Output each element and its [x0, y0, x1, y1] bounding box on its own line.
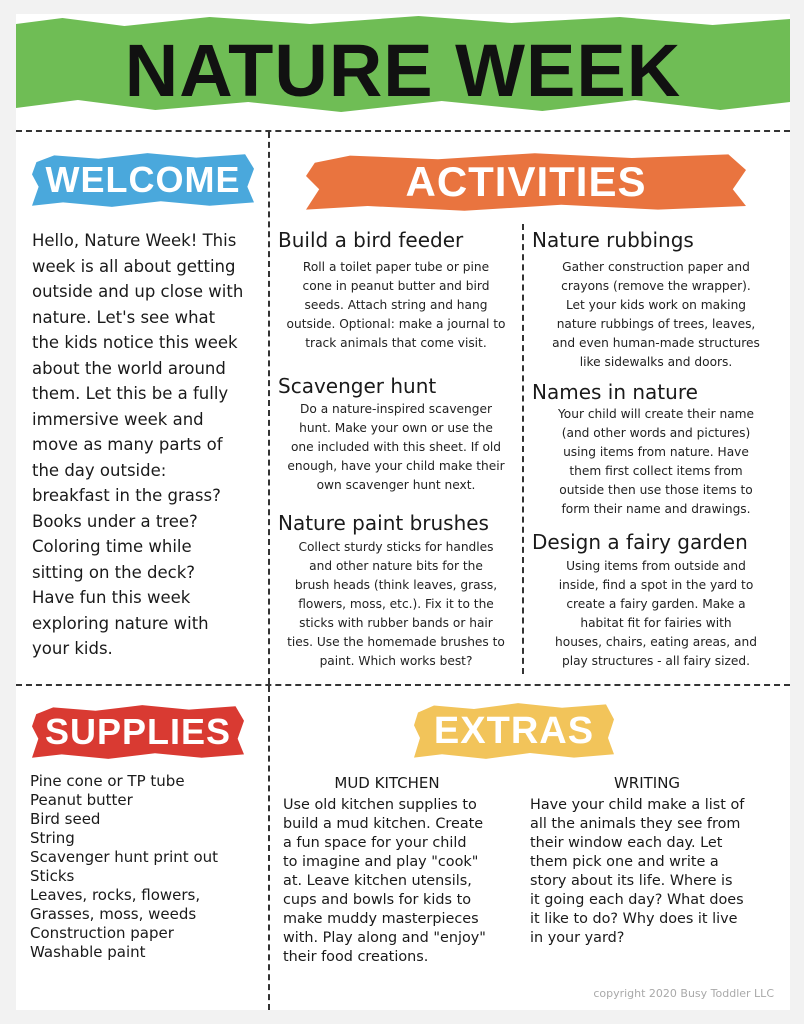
activity-title: Design a fairy garden [532, 530, 748, 554]
activities-heading-text: ACTIVITIES [405, 158, 647, 205]
activity-desc-line: using items from nature. Have [563, 445, 749, 459]
activity-desc-line: own scavenger hunt next. [316, 478, 476, 492]
page-title: NATURE WEEK [124, 29, 682, 112]
welcome-line: outside and up close with [32, 282, 244, 301]
activity-desc-line: outside. Optional: make a journal to [286, 317, 506, 331]
list-item: Bird seed [30, 810, 101, 828]
activity-desc-line: track animals that come visit. [305, 336, 487, 350]
activity-description [274, 400, 518, 495]
welcome-text [32, 228, 266, 662]
activity-desc-line: one included with this sheet. If old [290, 440, 502, 454]
activities-heading [306, 152, 746, 212]
mud-kitchen-text [283, 796, 515, 967]
activity-desc-line: hunt. Make your own or use the [299, 421, 493, 435]
supplies-list [30, 772, 218, 962]
extra-line: a fun space for your child [283, 835, 467, 851]
extras-heading [414, 702, 614, 760]
activity-desc-line: Let your kids work on making [565, 298, 747, 312]
activity-title: Nature paint brushes [278, 511, 489, 535]
activity-desc-line: them first collect items from [569, 464, 743, 478]
activity-title: Scavenger hunt [278, 374, 437, 398]
welcome-line: exploring nature with [32, 613, 209, 633]
activity-desc-line: outside then use those items to [559, 483, 753, 497]
activity-desc-line: houses, chairs, eating areas, and [555, 635, 757, 649]
list-item: Peanut butter [30, 791, 133, 809]
activity-description [274, 538, 518, 671]
extra-line: in your yard? [530, 930, 625, 946]
activity-desc-line: ties. Use the homemade brushes to [287, 635, 505, 649]
extras-heading-text: EXTRAS [433, 709, 595, 752]
list-item: Washable paint [30, 943, 146, 961]
supplies-heading-text: SUPPLIES [44, 711, 232, 752]
extra-line: with. Play along and "enjoy" [283, 930, 486, 946]
extra-line: to imagine and play "cook" [283, 854, 479, 870]
activity-description [274, 258, 518, 353]
extra-line: cups and bowls for kids to [283, 892, 472, 908]
welcome-line: immersive week and [32, 409, 204, 429]
activity-desc-line: like sidewalks and doors. [579, 355, 733, 369]
activity-desc-line: enough, have your child make their [287, 459, 505, 473]
list-item: Pine cone or TP tube [30, 772, 185, 790]
extra-line: them pick one and write a [530, 854, 719, 870]
extra-line: their window each day. Let [530, 835, 723, 851]
welcome-line: Have fun this week [32, 588, 191, 607]
activity-desc-line: create a fairy garden. Make a [566, 597, 746, 611]
activity-description [528, 258, 784, 372]
top-divider [16, 130, 790, 132]
extra-line: make muddy masterpieces [283, 911, 479, 927]
activity-desc-line: Roll a toilet paper tube or pine [302, 260, 490, 274]
activity-desc-line: Collect sturdy sticks for handles [298, 540, 494, 554]
welcome-line: sitting on the deck? [32, 562, 196, 582]
activity-title: Names in nature [532, 380, 698, 404]
activity-desc-line: habitat fit for fairies with [580, 616, 732, 630]
extra-line: build a mud kitchen. Create [283, 816, 484, 832]
activity-desc-line: and even human-made structures [552, 336, 760, 350]
middle-divider [16, 684, 790, 686]
welcome-line: about the world around [32, 358, 226, 378]
extra-line: Have your child make a list of [530, 797, 745, 813]
extra-line: it going each day? What does [530, 892, 744, 908]
left-column-divider [268, 132, 270, 684]
activity-title: Build a bird feeder [278, 228, 464, 252]
worksheet [16, 14, 790, 1010]
activity-desc-line: Your child will create their name [557, 407, 755, 421]
activity-desc-line: Using items from outside and [566, 559, 746, 573]
activity-desc-line: form their name and drawings. [561, 502, 751, 516]
welcome-line: Books under a tree? [32, 511, 198, 531]
extra-line: Use old kitchen supplies to [283, 797, 477, 813]
activity-description [528, 557, 784, 671]
welcome-line: your kids. [32, 639, 113, 658]
extra-line: story about its life. Where is [530, 873, 733, 889]
welcome-line: nature. Let's see what [32, 307, 216, 327]
activity-desc-line: seeds. Attach string and hang [304, 298, 488, 312]
activities-column-divider [522, 224, 524, 674]
welcome-line: Coloring time while [32, 537, 192, 556]
writing-title: WRITING [613, 774, 681, 792]
list-item: Construction paper [30, 924, 174, 942]
activity-desc-line: sticks with rubber bands or hair [299, 616, 493, 630]
copyright-text: copyright 2020 Busy Toddler LLC [593, 987, 774, 1000]
activity-desc-line: flowers, moss, etc.). Fix it to the [298, 597, 494, 611]
welcome-line: them. Let this be a fully [32, 384, 229, 403]
welcome-heading [32, 152, 254, 208]
activity-title: Nature rubbings [532, 228, 694, 252]
activity-desc-line: inside, find a spot in the yard to [558, 578, 754, 592]
activity-desc-line: (and other words and pictures) [561, 426, 751, 440]
welcome-heading-text: WELCOME [45, 159, 241, 200]
writing-text [530, 796, 788, 948]
welcome-line: the day outside: [32, 460, 167, 480]
welcome-line: week is all about getting [32, 256, 236, 276]
activity-desc-line: cone in peanut butter and bird [302, 279, 490, 293]
activity-description [528, 405, 784, 519]
list-item: Grasses, moss, weeds [30, 905, 197, 923]
activity-desc-line: and other nature bits for the [309, 559, 483, 573]
welcome-line: move as many parts of [32, 435, 223, 454]
list-item: Scavenger hunt print out [30, 848, 219, 866]
mud-kitchen-title: MUD KITCHEN [334, 774, 440, 792]
activity-desc-line: Gather construction paper and [562, 260, 750, 274]
extra-line: their food creations. [283, 949, 429, 965]
activity-desc-line: paint. Which works best? [319, 654, 473, 668]
welcome-line: breakfast in the grass? [32, 486, 221, 505]
activity-desc-line: play structures - all fairy sized. [561, 654, 751, 668]
welcome-line: the kids notice this week [32, 333, 238, 352]
activity-desc-line: brush heads (think leaves, grass, [294, 578, 498, 592]
welcome-line: Hello, Nature Week! This [32, 231, 237, 250]
activity-desc-line: nature rubbings of trees, leaves, [556, 317, 756, 331]
supplies-heading [32, 704, 244, 760]
activity-desc-line: crayons (remove the wrapper). [561, 279, 751, 293]
list-item: Leaves, rocks, flowers, [30, 886, 201, 904]
bottom-column-divider [268, 686, 270, 1010]
list-item: Sticks [30, 867, 75, 885]
extra-line: all the animals they see from [530, 816, 741, 832]
extra-line: at. Leave kitchen utensils, [283, 873, 472, 889]
activity-desc-line: Do a nature-inspired scavenger [299, 402, 493, 416]
extra-line: it like to do? Why does it live [530, 911, 738, 927]
list-item: String [30, 829, 75, 847]
